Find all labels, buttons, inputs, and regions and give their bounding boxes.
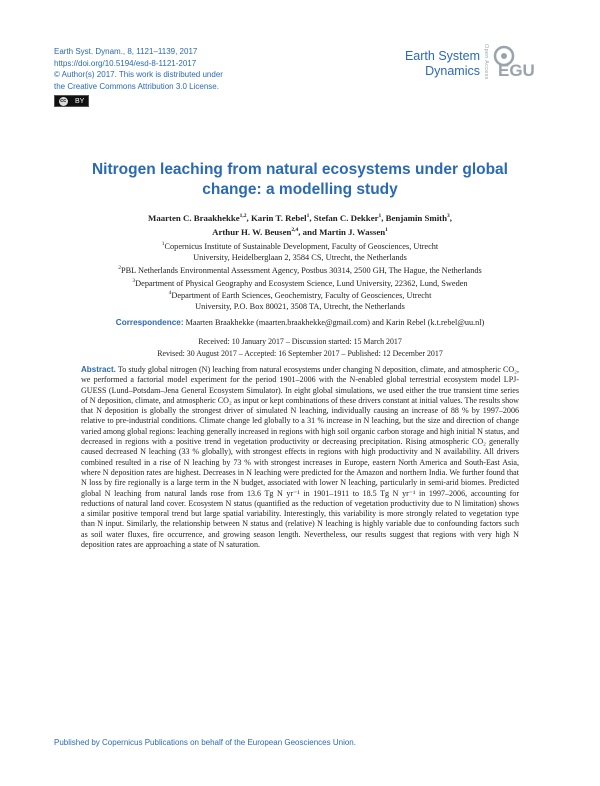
dates-line-1: Received: 10 January 2017 – Discussion started: 15 March 2017 (198, 337, 402, 346)
affiliation-2: $^2$PBL Netherlands Environmental Assessment Agency, Postbus 30314, 2500 GH, The Hague, the Netherlands (118, 264, 482, 275)
cc-symbol: cc (60, 98, 67, 104)
egu-logo-text: EGU (498, 61, 535, 80)
correspondence-text[interactable]: Maarten Braakhekke (maarten.braakhekke@gmail.com) and Karin Rebel (k.t.rebel@uu.nl) (185, 318, 485, 327)
egu-logo-icon (492, 42, 546, 82)
affiliation-list (60, 239, 540, 312)
author-3: Stefan C. Dekker$^1$, (313, 212, 386, 223)
affiliation-3: $^3$Department of Physical Geography and Ecosystem Science, Lund University, 22362, Lund, Sweden (132, 277, 468, 288)
paper-title-line1: Nitrogen leaching from natural ecosystems under global (91, 161, 508, 178)
abstract-text: To study global nitrogen (N) leaching from natural ecosystems under changing N deposition, climate, and atmospheric CO₂, we performed a factorial model experiment for the period 1901–2006 with the N-enabled global terrestrial ecosystem model LPJ-GUESS (Lund–Potsdam–Jena General Ecosystem Simulator). In eight global simulations, we used either the true transient time series of N deposition, climate, and atmospheric CO₂ as input or kept combinations of these drivers constant at initial values. The results show that N deposition is globally the strongest driver of simulated N leaching, individually causing an increase of 88 % by 1997–2006 relative to pre-industrial conditions. Climate change led globally to a 31 % increase in N leaching, but the size and direction of change varied among global regions: leaching generally increased in regions with high soil organic carbon storage and high initial N status, and decreased in regions with a positive trend in vegetation productivity or decreasing precipitation. Rising atmospheric CO₂ generally caused decreased N leaching (33 % globally), with strongest effects in regions with high productivity and N availability. All drivers combined resulted in a rise of N leaching by 73 % with strongest increases in Europe, eastern North America and South-East Asia, where N deposition rates are highest. Decreases in N leaching were predicted for the Amazon and northern India. We further found that N loss by fire regionally is a large term in the N budget, associated with lower N leaching, particularly in semi-arid biomes. Predicted global N leaching from natural lands rose from 13.6 Tg N yr⁻¹ in 1901–1911 to 18.5 Tg N yr⁻¹ in 1997–2006, accounting for reductions of natural land cover. Ecosystem N status (quantified as the reduction of vegetation productivity due to N limitation) shows a similar positive temporal trend but large spatial variability. Interestingly, this variability is more strongly related to vegetation type than N input. Similarly, the relationship between N status and (relative) N leaching is highly variable due to confounding factors such as soil water fluxes, fire occurrence, and growing season length. Nevertheless, our results suggest that regions with very high N deposition rates are approaching a state of N saturation. (81, 365, 519, 550)
author-6: Martin J. Wassen$^1$ (319, 226, 388, 237)
author-list (60, 210, 540, 238)
dates-line-2: Revised: 30 August 2017 – Accepted: 16 September 2017 – Published: 12 December 2017 (157, 348, 443, 358)
cc-by-license-icon[interactable] (54, 95, 89, 107)
abstract (81, 365, 519, 550)
correspondence (60, 318, 540, 327)
article-header (54, 46, 314, 92)
author-2: Karin T. Rebel$^1$, (250, 212, 314, 223)
affiliation-4: $^4$Department of Earth Sciences, Geochemistry, Faculty of Geosciences, Utrecht University, P.O. Box 80021, 3508 TA, Utrecht, the Netherlands (168, 290, 432, 312)
author-4: Benjamin Smith$^3$, (385, 212, 452, 223)
publisher-footer[interactable]: Published by Copernicus Publications on behalf of the European Geosciences Union. (54, 738, 356, 747)
open-access-label: Open Access (483, 44, 489, 80)
copyright-line-1: © Author(s) 2017. This work is distributed under (54, 70, 223, 79)
journal-name-line2: Dynamics (425, 63, 480, 78)
publication-dates (60, 336, 540, 359)
affiliation-1: $^1$Copernicus Institute of Sustainable Development, Faculty of Geosciences, Utrecht University, Heidelberglaan 2, 3584 CS, Utrecht, the Netherlands (161, 241, 439, 262)
journal-citation: Earth Syst. Dynam., 8, 1121–1139, 2017 (54, 47, 198, 56)
doi-link[interactable]: https://doi.org/10.5194/esd-8-1121-2017 (54, 58, 197, 68)
paper-title-line2: change: a modelling study (202, 181, 398, 198)
author-5: Arthur H. W. Beusen$^{2,4}$, and (212, 226, 320, 237)
open-access-dot-icon (501, 53, 507, 59)
author-1: Maarten C. Braakhekke$^{1,2}$, (148, 212, 251, 223)
paper-title (60, 160, 540, 200)
copyright-line-2[interactable]: the Creative Commons Attribution 3.0 License. (54, 81, 219, 91)
journal-logo-text (392, 49, 480, 78)
cc-by-label: BY (74, 97, 85, 105)
journal-name-line1: Earth System (404, 49, 480, 63)
abstract-label: Abstract. (81, 365, 116, 374)
correspondence-label: Correspondence: (115, 318, 184, 327)
